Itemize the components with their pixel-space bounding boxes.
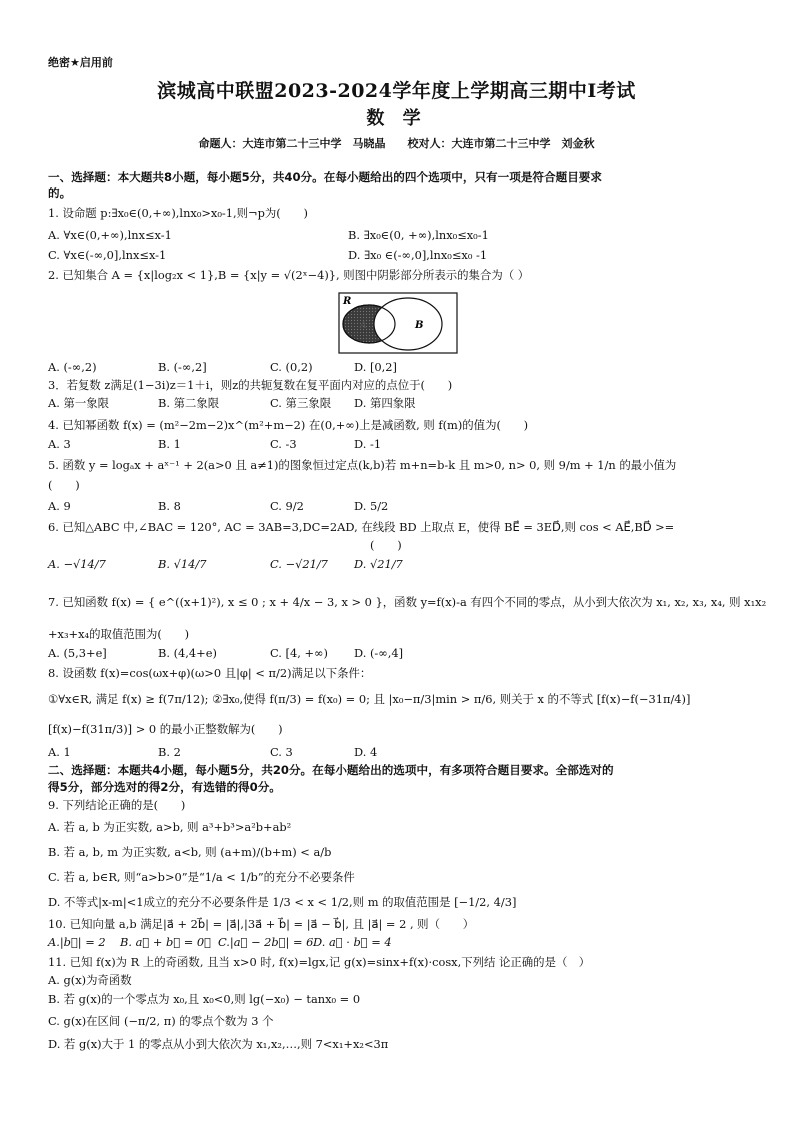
q6-stem: 6. 已知△ABC 中,∠BAC = 120°, AC = 3AB=3,DC=2AD, 在线段 BD 上取点 E，使得 BE⃗ = 3ED⃗,则 cos < AE⃗,BD⃗ >= — [48, 520, 675, 534]
venn-label-r: R — [343, 296, 352, 307]
q10-options — [48, 935, 392, 950]
q10-option-b: B. a⃗ + b⃗ = 0⃗ — [120, 935, 212, 949]
q1-option-d: D. ∃x₀ ∈(-∞,0],lnx₀≤x₀ -1 — [348, 248, 488, 262]
q11-option-b: B. 若 g(x)的一个零点为 x₀,且 x₀<0,则 lg(−x₀) − tanx₀ = 0 — [48, 992, 361, 1006]
q5-stem: 5. 函数 y = logₐx + aˣ⁻¹ + 2(a>0 且 a≠1)的图象恒过定点(k,b)若 m+n=b-k 且 m>0, n> 0, 则 9/m + 1/n 的最小值为 — [48, 458, 677, 472]
q8-option-c: C. 3 — [270, 745, 293, 759]
q6-option-b: B. √14/7 — [158, 557, 207, 571]
q4-option-c: C. -3 — [270, 437, 297, 451]
q6-option-d: D. √21/7 — [354, 557, 403, 571]
q1-options-row2 — [48, 248, 488, 263]
q10-stem: 10. 已知向量 a,b 满足|a⃗ + 2b⃗| = |a⃗|,|3a⃗ + b⃗| = |a⃗ − b⃗|, 且 |a⃗| = 2 , 则（ ） — [48, 917, 475, 931]
q2-stem: 2. 已知集合 A = {x|log₂x < 1},B = {x|y = √(2ˣ−4)}, 则图中阴影部分所表示的集合为（ ） — [48, 268, 530, 282]
q10-option-c: C.|a⃗ − 2b⃗| = 6 — [218, 935, 314, 949]
q7-option-d: D. (-∞,4] — [354, 646, 404, 660]
section2-heading: 二、选择题：本题共4小题，每小题5分，共20分。在每小题给出的选项中，有多项符合题目要求。全部选对的 — [48, 763, 614, 777]
q8-stem: 8. 设函数 f(x)=cos(ωx+φ)(ω>0 且|φ| < π/2)满足以下条件： — [48, 666, 372, 680]
q5-stem-cont: ( ) — [48, 478, 80, 492]
q7-option-c: C. [4, +∞) — [270, 646, 328, 660]
q7-option-a: A. (5,3+e] — [48, 646, 107, 660]
q8-option-d: D. 4 — [354, 745, 378, 759]
q5-option-b: B. 8 — [158, 499, 181, 513]
q3-option-d: D. 第四象限 — [354, 396, 416, 410]
q2-option-d: D. [0,2] — [354, 360, 397, 374]
subject-title: 数 学 — [366, 108, 427, 129]
q9-option-d: D. 不等式|x-m|<1成立的充分不必要条件是 1/3 < x < 1/2,则 m 的取值范围是 [−1/2, 4/3] — [48, 895, 517, 909]
confidential-mark: 绝密★启用前 — [48, 56, 113, 69]
q9-option-a: A. 若 a, b 为正实数, a>b, 则 a³+b³>a²b+ab² — [48, 820, 292, 834]
section1-heading: 一、选择题：本大题共8小题，每小题5分，共40分。在每小题给出的四个选项中，只有一项是符合题目要求 — [48, 170, 602, 184]
authors-line: 命题人：大连市第二十三中学 马晓晶 校对人：大连市第二十三中学 刘金秋 — [198, 137, 595, 150]
q7-stem: 7. 已知函数 f(x) = { e^((x+1)²), x ≤ 0 ; x + 4/x − 3, x > 0 }，函数 y=f(x)-a 有四个不同的零点，从小到大依次为 x₁, x₂, x₃, x₄, 则 x₁x₂ — [48, 595, 767, 609]
venn-label-b: B — [415, 320, 424, 331]
q2-option-c: C. (0,2) — [270, 360, 313, 374]
q4-stem: 4. 已知幂函数 f(x) = (m²−2m−2)x^(m²+m−2) 在(0,+∞)上是减函数, 则 f(m)的值为( ) — [48, 418, 529, 432]
q8-options — [48, 745, 378, 760]
q2-option-b: B. (-∞,2] — [158, 360, 207, 374]
q6-stem-cont: ( ) — [370, 538, 402, 552]
q4-options — [48, 437, 382, 452]
exam-title: 滨城高中联盟2023-2024学年度上学期高三期中Ⅰ考试 — [157, 80, 636, 102]
q5-option-c: C. 9/2 — [270, 499, 304, 513]
q1-stem: 1. 设命题 p:∃x₀∈(0,+∞),lnx₀>x₀-1,则¬p为( ) — [48, 206, 308, 220]
q9-option-c: C. 若 a, b∈R, 则“a>b>0”是“1/a < 1/b”的充分不必要条件 — [48, 870, 355, 884]
q1-option-c: C. ∀x∈(-∞,0],lnx≤x-1 — [48, 248, 167, 262]
q9-option-b: B. 若 a, b, m 为正实数, a<b, 则 (a+m)/(b+m) < a/b — [48, 845, 332, 859]
q1-option-a: A. ∀x∈(0,+∞),lnx≤x-1 — [48, 228, 172, 242]
q3-option-c: C. 第三象限 — [270, 396, 332, 410]
q7-stem-cont: +x₃+x₄的取值范围为( ) — [48, 627, 190, 641]
venn-label-a: A — [360, 321, 367, 331]
q2-option-a: A. (-∞,2) — [48, 360, 97, 374]
set-b-circle — [374, 298, 442, 350]
q11-stem: 11. 已知 f(x)为 R 上的奇函数, 且当 x>0 时, f(x)=lgx,记 g(x)=sinx+f(x)·cosx,下列结 论正确的是（ ） — [48, 955, 591, 969]
q1-options-row1 — [48, 228, 489, 243]
q8-option-a: A. 1 — [48, 745, 71, 759]
q6-options — [48, 557, 403, 572]
q11-option-a: A. g(x)为奇函数 — [48, 973, 132, 987]
q8-inequality: [f(x)−f(31π/3)] > 0 的最小正整数解为( ) — [48, 722, 283, 736]
q8-option-b: B. 2 — [158, 745, 181, 759]
q4-option-b: B. 1 — [158, 437, 181, 451]
q11-option-c: C. g(x)在区间 (−π/2, π) 的零点个数为 3 个 — [48, 1014, 274, 1028]
q5-option-a: A. 9 — [48, 499, 71, 513]
q3-stem: 3．若复数 z满足(1−3i)z＝1＋i，则z的共轭复数在复平面内对应的点位于( ) — [48, 378, 453, 392]
q1-option-b: B. ∃x₀∈(0, +∞),lnx₀≤x₀-1 — [348, 228, 489, 242]
q3-option-b: B. 第二象限 — [158, 396, 220, 410]
q8-condition: ①∀x∈R, 满足 f(x) ≥ f(7π/12); ②∃x₀,使得 f(π/3) = f(x₀) = 0; 且 |x₀−π/3|min > π/6, 则关于 x 的不等式 [f(x)−f(−31π/4)] — [48, 692, 691, 706]
q6-option-c: C. −√21/7 — [270, 557, 328, 571]
q4-option-d: D. -1 — [354, 437, 382, 451]
q10-option-a: A.|b⃗| = 2 — [48, 935, 106, 949]
q5-options — [48, 499, 389, 514]
q11-option-d: D. 若 g(x)大于 1 的零点从小到大依次为 x₁,x₂,…,则 7<x₁+x₂<3π — [48, 1037, 389, 1051]
q3-option-a: A. 第一象限 — [48, 396, 110, 410]
q6-option-a: A. −√14/7 — [48, 557, 106, 571]
q10-option-d: D. a⃗ · b⃗ = 4 — [313, 935, 392, 949]
q4-option-a: A. 3 — [48, 437, 71, 451]
q9-stem: 9. 下列结论正确的是( ) — [48, 798, 186, 812]
q2-options — [48, 360, 397, 375]
q5-option-d: D. 5/2 — [354, 499, 389, 513]
venn-diagram — [338, 292, 458, 354]
q3-options — [48, 396, 416, 411]
section1-heading-cont: 的。 — [48, 186, 72, 200]
section2-heading-cont: 得5分，部分选对的得2分，有选错的得0分。 — [48, 780, 281, 794]
q7-options — [48, 646, 404, 661]
q7-option-b: B. (4,4+e) — [158, 646, 217, 660]
